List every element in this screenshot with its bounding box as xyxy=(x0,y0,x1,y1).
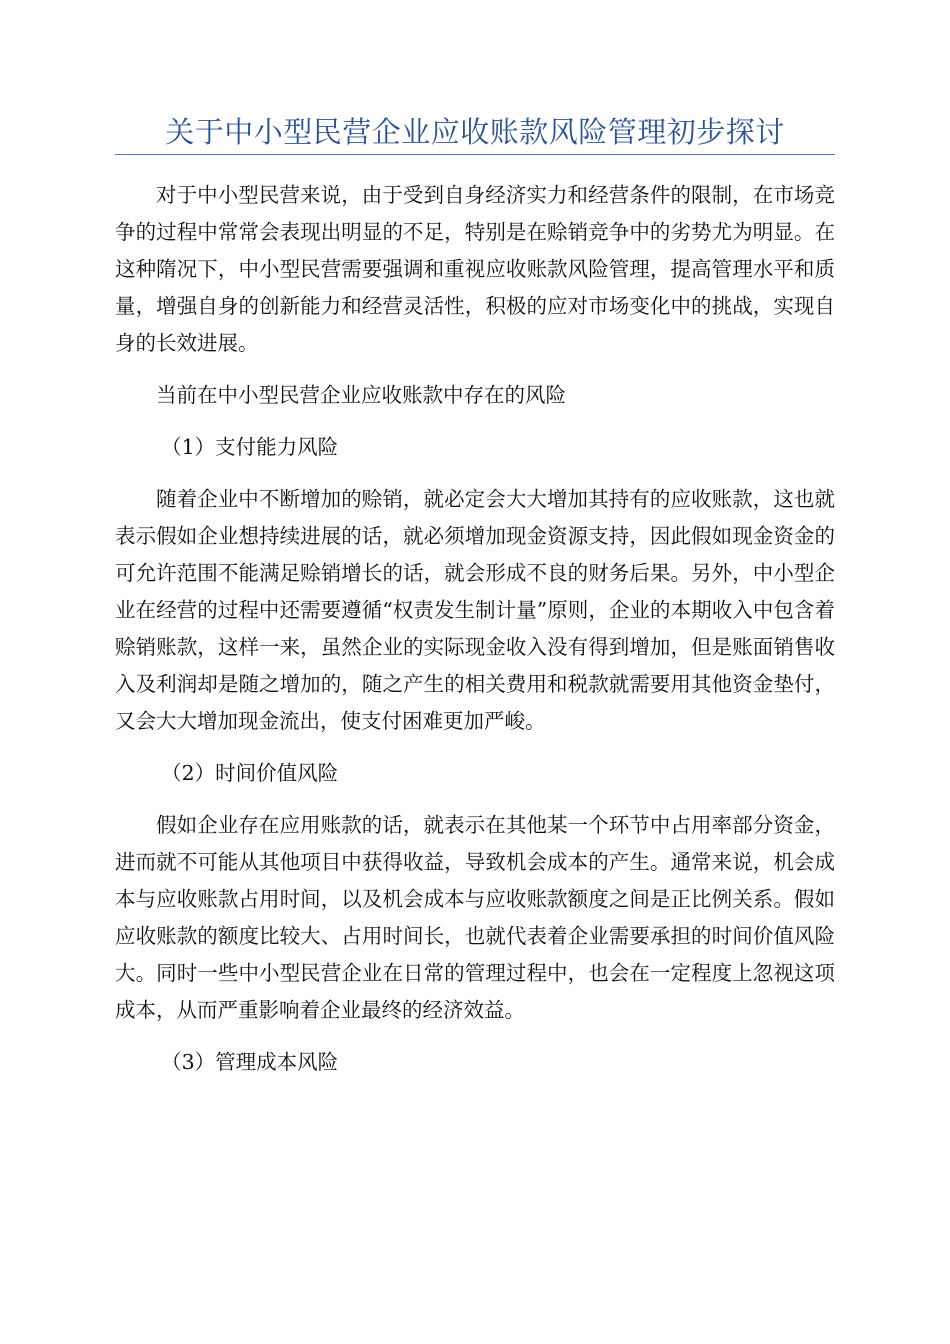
document-body xyxy=(115,177,835,1096)
subsection-paragraph-payment-ability: 随着企业中不断增加的赊销，就必定会大大增加其持有的应收账款，这也就表示假如企业想持续进展的话，就必须增加现金资源支持，因此假如现金资金的可允许范围不能满足赊销增长的话，就会形成不良的财务后果。另外，中小型企业在经营的过程中还需要遵循“权责发生制计量”原则，企业的本期收入中包含着赊销账款，这样一来，虽然企业的实际现金收入没有得到增加，但是账面销售收入及利润却是随之增加的，随之产生的相关费用和税款就需要用其他资金垫付，又会大大增加现金流出，使支付困难更加严峻。 xyxy=(115,487,835,733)
title-underline xyxy=(115,154,835,155)
intro-paragraph: 对于中小型民营来说，由于受到自身经济实力和经营条件的限制，在市场竞争的过程中常常会表现出明显的不足，特别是在赊销竞争中的劣势尤为明显。在这种隋况下，中小型民营需要强调和重视应收账款风险管理，提高管理水平和质量，增强自身的创新能力和经营灵活性，积极的应对市场变化中的挑战，实现自身的长效进展。 xyxy=(115,183,835,355)
subsection-heading-payment-ability: （1）支付能力风险 xyxy=(161,435,339,459)
section-heading: 当前在中小型民营企业应收账款中存在的风险 xyxy=(156,383,566,407)
document-title: 关于中小型民营企业应收账款风险管理初步探讨 xyxy=(165,115,785,149)
subsection-heading-management-cost: （3）管理成本风险 xyxy=(161,1050,339,1074)
subsection-heading-time-value: （2）时间价值风险 xyxy=(161,761,339,785)
subsection-paragraph-time-value: 假如企业存在应用账款的话，就表示在其他某一个环节中占用率部分资金，进而就不可能从其他项目中获得收益，导致机会成本的产生。通常来说，机会成本与应收账款占用时间，以及机会成本与应收账款额度之间是正比例关系。假如应收账款的额度比较大、占用时间长，也就代表着企业需要承担的时间价值风险大。同时一些中小型民营企业在日常的管理过程中，也会在一定程度上忽视这项成本，从而严重影响着企业最终的经济效益。 xyxy=(115,813,835,1022)
